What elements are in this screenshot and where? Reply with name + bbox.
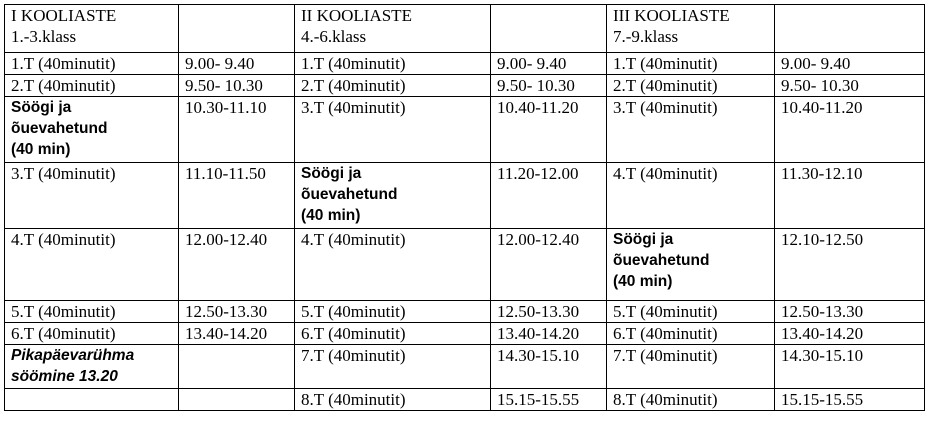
- lesson-cell: [607, 301, 775, 323]
- cell-text-line: Söögi ja: [11, 99, 72, 116]
- cell-text-line: 12.50-13.30: [781, 302, 864, 321]
- timetable-row: [5, 163, 925, 229]
- timetable-row: [5, 345, 925, 389]
- time-cell: [179, 301, 295, 323]
- time-cell: [775, 323, 925, 345]
- lesson-cell: [5, 163, 179, 229]
- cell-text-line: 11.30-12.10: [781, 164, 863, 183]
- time-cell: [491, 53, 607, 75]
- cell-text-line: 8.T (40minutit): [613, 390, 718, 409]
- cell-text-line: (40 min): [301, 207, 361, 224]
- cell-text-line: 9.00- 9.40: [185, 54, 255, 73]
- time-cell: [491, 301, 607, 323]
- lesson-cell: [607, 389, 775, 411]
- cell-text-line: 11.20-12.00: [497, 164, 579, 183]
- cell-text-line: 9.00- 9.40: [497, 54, 567, 73]
- time-cell: [179, 389, 295, 411]
- cell-text-line: 10.40-11.20: [781, 98, 863, 117]
- lesson-cell: [295, 163, 491, 229]
- cell-text-line: 9.50- 10.30: [185, 76, 263, 95]
- timetable-row: [5, 389, 925, 411]
- header-row: [5, 5, 925, 53]
- cell-text-line: 4.T (40minutit): [613, 164, 718, 183]
- lesson-cell: [295, 301, 491, 323]
- header-cell-stage-3: [607, 5, 775, 53]
- cell-text-line: 1.T (40minutit): [301, 54, 406, 73]
- cell-text-line: 5.T (40minutit): [301, 302, 406, 321]
- stage-grades-label: 4.-6.klass: [301, 27, 367, 46]
- cell-text-line: 9.50- 10.30: [497, 76, 575, 95]
- cell-text-line: 10.30-11.10: [185, 98, 267, 117]
- cell-text-line: 6.T (40minutit): [613, 324, 718, 343]
- stage-level-label: II KOOLIASTE: [301, 6, 412, 25]
- cell-text-line: 13.40-14.20: [781, 324, 864, 343]
- time-cell: [491, 229, 607, 301]
- lesson-cell: [295, 229, 491, 301]
- header-cell-empty: [491, 5, 607, 53]
- cell-text-line: 2.T (40minutit): [11, 76, 116, 95]
- cell-text-line: 1.T (40minutit): [613, 54, 718, 73]
- lesson-cell: [295, 345, 491, 389]
- cell-text-line: 14.30-15.10: [497, 346, 580, 365]
- cell-text-line: 12.00-12.40: [185, 230, 268, 249]
- cell-text-line: 9.00- 9.40: [781, 54, 851, 73]
- time-cell: [775, 163, 925, 229]
- stage-level-label: I KOOLIASTE: [11, 6, 117, 25]
- cell-text-line: 9.50- 10.30: [781, 76, 859, 95]
- cell-text-line: 6.T (40minutit): [11, 324, 116, 343]
- stage-grades-label: 7.-9.klass: [613, 27, 679, 46]
- cell-text-line: õuevahetund: [613, 252, 710, 269]
- time-cell: [775, 345, 925, 389]
- cell-text-line: 5.T (40minutit): [11, 302, 116, 321]
- cell-text-line: Söögi ja: [613, 231, 674, 248]
- lesson-cell: [5, 53, 179, 75]
- cell-text-line: Söögi ja: [301, 165, 362, 182]
- lesson-cell: [5, 97, 179, 163]
- cell-text-line: 1.T (40minutit): [11, 54, 116, 73]
- time-cell: [179, 163, 295, 229]
- cell-text-line: söömine 13.20: [11, 368, 118, 385]
- lesson-cell: [607, 75, 775, 97]
- cell-text-line: 13.40-14.20: [185, 324, 268, 343]
- time-cell: [491, 97, 607, 163]
- lesson-cell: [295, 97, 491, 163]
- time-cell: [179, 75, 295, 97]
- header-cell-stage-2: [295, 5, 491, 53]
- lesson-cell: [607, 323, 775, 345]
- lesson-cell: [295, 75, 491, 97]
- cell-text-line: 12.50-13.30: [185, 302, 268, 321]
- timetable-row: [5, 53, 925, 75]
- timetable-row: [5, 97, 925, 163]
- time-cell: [491, 163, 607, 229]
- cell-text-line: õuevahetund: [11, 120, 108, 137]
- cell-text-line: õuevahetund: [301, 186, 398, 203]
- time-cell: [775, 97, 925, 163]
- cell-text-line: 12.10-12.50: [781, 230, 864, 249]
- cell-text-line: 6.T (40minutit): [301, 324, 406, 343]
- time-cell: [775, 75, 925, 97]
- cell-text-line: 12.00-12.40: [497, 230, 580, 249]
- stage-grades-label: 1.-3.klass: [11, 27, 77, 46]
- lesson-cell: [607, 97, 775, 163]
- cell-text-line: 3.T (40minutit): [613, 98, 718, 117]
- cell-text-line: 3.T (40minutit): [11, 164, 116, 183]
- timetable-row: [5, 301, 925, 323]
- lesson-cell: [5, 323, 179, 345]
- cell-text-line: 15.15-15.55: [497, 390, 580, 409]
- cell-text-line: 11.10-11.50: [185, 164, 266, 183]
- lesson-cell: [5, 229, 179, 301]
- lesson-cell: [5, 75, 179, 97]
- stage-level-label: III KOOLIASTE: [613, 6, 730, 25]
- timetable-row: [5, 229, 925, 301]
- cell-text-line: 12.50-13.30: [497, 302, 580, 321]
- time-cell: [179, 345, 295, 389]
- time-cell: [179, 53, 295, 75]
- cell-text-line: 4.T (40minutit): [301, 230, 406, 249]
- timetable-row: [5, 323, 925, 345]
- time-cell: [179, 323, 295, 345]
- cell-text-line: (40 min): [11, 141, 71, 158]
- school-timetable: [4, 4, 925, 411]
- header-cell-empty: [775, 5, 925, 53]
- time-cell: [775, 389, 925, 411]
- time-cell: [491, 389, 607, 411]
- lesson-cell: [607, 345, 775, 389]
- lesson-cell: [295, 323, 491, 345]
- cell-text-line: 7.T (40minutit): [613, 346, 718, 365]
- lesson-cell: [607, 163, 775, 229]
- header-cell-empty: [179, 5, 295, 53]
- time-cell: [179, 229, 295, 301]
- header-cell-stage-1: [5, 5, 179, 53]
- cell-text-line: 10.40-11.20: [497, 98, 579, 117]
- time-cell: [491, 323, 607, 345]
- cell-text-line: 13.40-14.20: [497, 324, 580, 343]
- lesson-cell: [295, 389, 491, 411]
- cell-text-line: 8.T (40minutit): [301, 390, 406, 409]
- cell-text-line: 2.T (40minutit): [301, 76, 406, 95]
- lesson-cell: [5, 389, 179, 411]
- time-cell: [775, 53, 925, 75]
- time-cell: [775, 229, 925, 301]
- cell-text-line: 14.30-15.10: [781, 346, 864, 365]
- cell-text-line: 15.15-15.55: [781, 390, 864, 409]
- cell-text-line: 3.T (40minutit): [301, 98, 406, 117]
- timetable-row: [5, 75, 925, 97]
- time-cell: [491, 345, 607, 389]
- cell-text-line: 2.T (40minutit): [613, 76, 718, 95]
- lesson-cell: [607, 53, 775, 75]
- lesson-cell: [295, 53, 491, 75]
- lesson-cell: [607, 229, 775, 301]
- cell-text-line: Pikapäevarühma: [11, 347, 135, 364]
- time-cell: [491, 75, 607, 97]
- lesson-cell: [5, 345, 179, 389]
- time-cell: [179, 97, 295, 163]
- time-cell: [775, 301, 925, 323]
- lesson-cell: [5, 301, 179, 323]
- cell-text-line: (40 min): [613, 273, 673, 290]
- cell-text-line: 4.T (40minutit): [11, 230, 116, 249]
- cell-text-line: 7.T (40minutit): [301, 346, 406, 365]
- cell-text-line: 5.T (40minutit): [613, 302, 718, 321]
